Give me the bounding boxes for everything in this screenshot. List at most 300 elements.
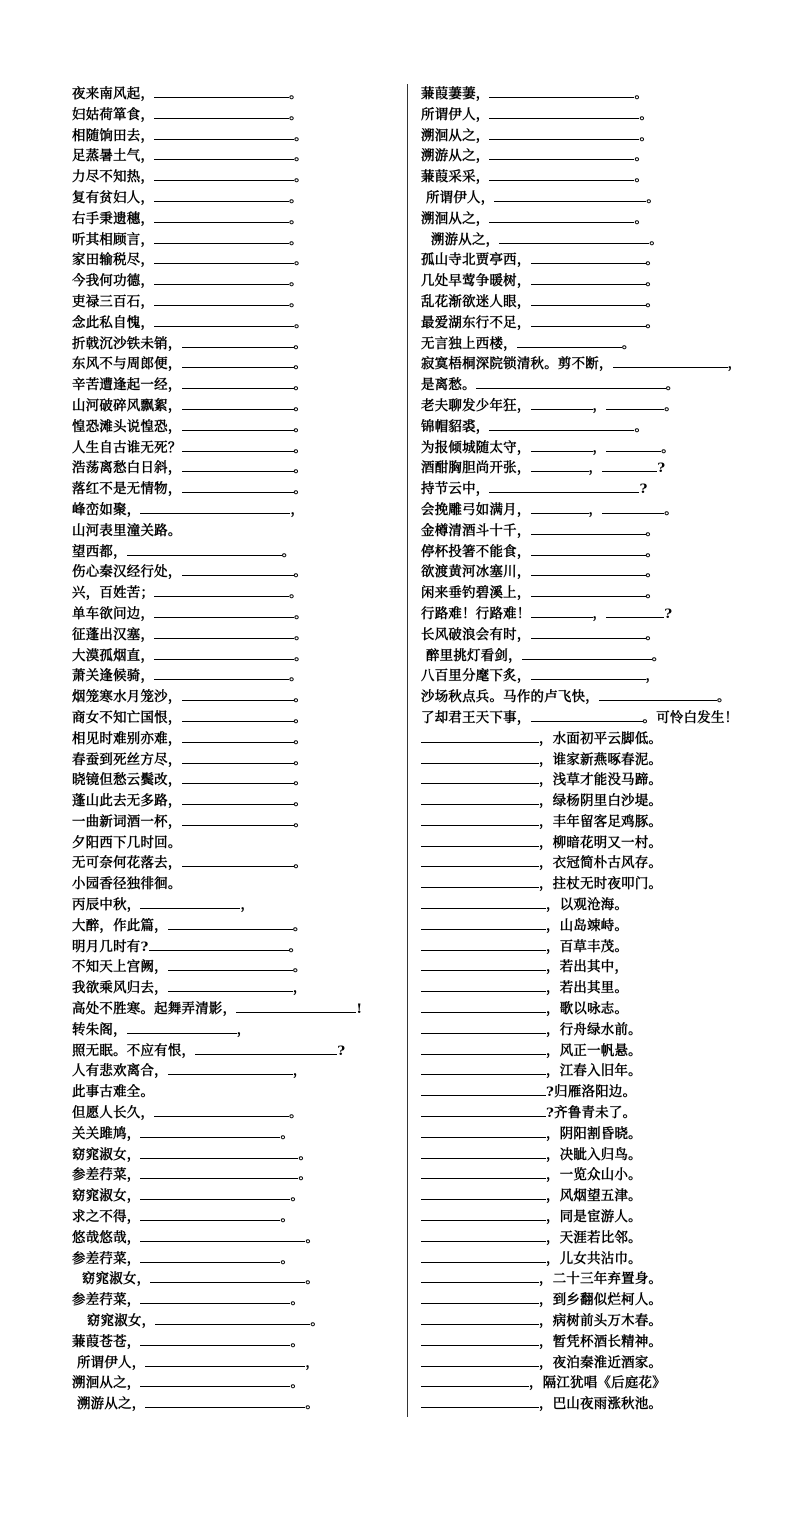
- line-end-text: 。: [292, 959, 307, 976]
- line-end-text: ，: [240, 897, 255, 914]
- fill-in-blank[interactable]: [421, 812, 539, 826]
- line-end-text: 。: [280, 1125, 295, 1142]
- fill-in-blank[interactable]: [489, 146, 634, 160]
- poem-line: [421, 583, 781, 604]
- fill-in-blank[interactable]: [489, 417, 634, 431]
- line-prompt-text: 烟笼寒水月笼沙，: [72, 689, 182, 706]
- poem-line: [421, 957, 781, 978]
- line-prompt-text: 参差荇菜，: [72, 1250, 141, 1267]
- poem-line: [421, 1165, 781, 1186]
- fill-in-blank[interactable]: [421, 957, 546, 971]
- fill-in-blank[interactable]: [154, 146, 294, 160]
- fill-in-blank[interactable]: [182, 334, 294, 348]
- line-prompt-text: 足蒸暑土气，: [72, 148, 155, 165]
- line-prompt-text: 窈窕淑女，: [72, 1146, 141, 1163]
- line-end-text: 。: [289, 189, 303, 206]
- poem-line: [421, 271, 781, 292]
- poem-line: [421, 1103, 781, 1124]
- fill-in-blank[interactable]: [602, 500, 664, 514]
- line-end-text: ，若出其里。: [546, 980, 629, 997]
- line-end-text: ，病树前头万木春。: [539, 1313, 663, 1330]
- fill-in-blank[interactable]: [499, 230, 649, 244]
- line-prompt-text: 所谓伊人，: [72, 1354, 146, 1371]
- fill-in-blank[interactable]: [154, 84, 289, 98]
- line-prompt-text: 所谓伊人，: [421, 106, 490, 123]
- fill-in-blank[interactable]: [182, 853, 294, 867]
- line-end-text: 。: [634, 148, 649, 165]
- line-end-text: ，水面初平云脚低。: [539, 730, 663, 747]
- poem-line: [421, 1311, 781, 1332]
- line-end-text: 。: [645, 252, 660, 269]
- line-prompt-text: 溯洄从之，: [72, 1375, 141, 1392]
- poem-line: [72, 666, 397, 687]
- line-end-text: ，绿杨阴里白沙堤。: [539, 793, 663, 810]
- line-end-text: ，江春入旧年。: [546, 1063, 642, 1080]
- poem-line: [421, 1207, 781, 1228]
- line-end-text: ，浅草才能没马蹄。: [539, 772, 663, 789]
- fill-in-blank[interactable]: [140, 1207, 280, 1221]
- poem-line: [421, 250, 781, 271]
- fill-in-blank[interactable]: [154, 292, 289, 306]
- line-end-text: ，歌以咏志。: [546, 1001, 629, 1018]
- line-prompt-text: 兴，百姓苦；: [72, 585, 155, 602]
- poem-line: [421, 853, 781, 874]
- fill-in-blank[interactable]: [140, 1290, 290, 1304]
- fill-in-blank[interactable]: [421, 1269, 539, 1283]
- line-end-text: 。: [289, 273, 303, 290]
- line-end-text: ?: [657, 460, 666, 477]
- line-end-text: 。: [293, 855, 308, 872]
- fill-in-blank[interactable]: [421, 1061, 546, 1075]
- line-prompt-text: 落红不是无情物，: [72, 481, 182, 498]
- fill-in-blank[interactable]: [421, 791, 539, 805]
- line-end-text: 。: [281, 543, 296, 560]
- fill-in-blank[interactable]: [154, 625, 294, 639]
- fill-in-blank[interactable]: [421, 999, 546, 1013]
- fill-in-blank[interactable]: [421, 1249, 546, 1263]
- fill-in-blank[interactable]: [182, 729, 294, 743]
- line-end-text: 。: [293, 751, 308, 768]
- line-prompt-text: 今我何功德，: [72, 273, 155, 290]
- fill-in-blank[interactable]: [155, 1311, 310, 1325]
- fill-in-blank[interactable]: [517, 334, 622, 348]
- fill-in-blank[interactable]: [421, 1103, 546, 1117]
- line-end-text: 。: [305, 1271, 320, 1288]
- line-end-text: 。: [289, 106, 303, 123]
- fill-in-blank[interactable]: [421, 1290, 539, 1304]
- fill-in-blank[interactable]: [154, 271, 289, 285]
- fill-in-blank[interactable]: [182, 791, 294, 805]
- line-end-text: 。: [716, 689, 731, 706]
- fill-in-blank[interactable]: [154, 1103, 289, 1117]
- poem-line: [72, 438, 397, 459]
- line-end-text: 。: [293, 689, 308, 706]
- fill-in-blank[interactable]: [182, 354, 294, 368]
- fill-in-blank[interactable]: [531, 396, 593, 410]
- poem-line: [72, 1228, 397, 1249]
- fill-in-blank[interactable]: [182, 750, 294, 764]
- line-prompt-text: 折戟沉沙铁未销，: [72, 335, 182, 352]
- poem-line: [72, 396, 397, 417]
- fill-in-blank[interactable]: [149, 937, 289, 951]
- line-end-text: ，: [592, 397, 607, 414]
- fill-in-blank[interactable]: [182, 396, 294, 410]
- line-prompt-text: 所谓伊人，: [421, 189, 495, 206]
- line-end-text: 。: [621, 335, 636, 352]
- poem-line: [72, 1145, 397, 1166]
- poem-line: [421, 1145, 781, 1166]
- poem-line: [421, 937, 781, 958]
- fill-in-blank[interactable]: [154, 230, 289, 244]
- line-end-text: 。: [646, 189, 661, 206]
- fill-in-blank[interactable]: [154, 188, 289, 202]
- line-end-text: ，二十三年弃置身。: [539, 1271, 663, 1288]
- poem-line: [421, 1186, 781, 1207]
- fill-in-blank[interactable]: [182, 479, 294, 493]
- poem-line: [421, 666, 781, 687]
- fill-in-blank[interactable]: [421, 1311, 539, 1325]
- line-end-text: ，同是宦游人。: [546, 1209, 642, 1226]
- fill-in-blank[interactable]: [140, 1165, 298, 1179]
- fill-in-blank[interactable]: [531, 458, 589, 472]
- poem-line: [421, 895, 781, 916]
- poem-line: [421, 500, 781, 521]
- line-end-text: 。: [293, 709, 308, 726]
- poem-line: [72, 500, 397, 521]
- fill-in-blank[interactable]: [421, 1353, 539, 1367]
- fill-in-blank[interactable]: [168, 978, 293, 992]
- fill-in-blank[interactable]: [182, 708, 294, 722]
- fill-in-blank[interactable]: [154, 646, 294, 660]
- poem-line: [72, 188, 397, 209]
- line-end-text: ，隔江犹唱《后庭花》: [529, 1375, 666, 1392]
- fill-in-blank[interactable]: [182, 417, 294, 431]
- line-end-text: 。: [651, 647, 666, 664]
- poem-line: [72, 687, 397, 708]
- fill-in-blank[interactable]: [531, 271, 646, 285]
- line-prompt-text: 悠哉悠哉，: [72, 1229, 141, 1246]
- line-prompt-text: 蒹葭苍苍，: [72, 1333, 141, 1350]
- line-prompt-text: 乱花渐欲迷人眼，: [421, 293, 531, 310]
- line-end-text: 。: [298, 1167, 313, 1184]
- line-end-text: ，: [592, 605, 607, 622]
- right-column: [421, 84, 781, 1415]
- line-prompt-text: 人生自古谁无死？: [72, 439, 182, 456]
- line-prompt-text: 长风破浪会有时，: [421, 626, 531, 643]
- fill-in-blank[interactable]: [421, 1020, 546, 1034]
- line-prompt-text: 明月几时有?: [72, 938, 149, 955]
- fill-in-blank[interactable]: [154, 313, 294, 327]
- fill-in-blank[interactable]: [140, 1332, 290, 1346]
- line-end-text: 。: [294, 626, 308, 643]
- line-end-text: ，谁家新燕啄春泥。: [539, 751, 663, 768]
- line-end-text: 。: [294, 314, 308, 331]
- fill-in-blank[interactable]: [127, 1020, 237, 1034]
- poem-line: [421, 978, 781, 999]
- poem-line: [421, 188, 781, 209]
- line-end-text: 。: [305, 1229, 320, 1246]
- poem-line: [72, 271, 397, 292]
- fill-in-blank[interactable]: [182, 812, 294, 826]
- fill-in-blank[interactable]: [531, 500, 589, 514]
- fill-in-blank[interactable]: [140, 1186, 290, 1200]
- line-end-text: 。: [298, 1146, 313, 1163]
- fill-in-blank[interactable]: [140, 500, 290, 514]
- fill-in-blank[interactable]: [421, 1082, 546, 1096]
- poem-line: [72, 812, 397, 833]
- fill-in-blank[interactable]: [531, 604, 593, 618]
- line-prompt-text: 孤山寺北贾亭西，: [421, 252, 531, 269]
- line-prompt-text: 征蓬出汉塞，: [72, 626, 155, 643]
- fill-in-blank[interactable]: [606, 604, 664, 618]
- poem-line: [72, 1103, 397, 1124]
- fill-in-blank[interactable]: [531, 313, 646, 327]
- line-end-text: 。: [645, 564, 660, 581]
- line-end-text: 。: [645, 543, 660, 560]
- fill-in-blank[interactable]: [236, 999, 356, 1013]
- line-end-text: ?齐鲁青未了。: [546, 1105, 637, 1122]
- line-prompt-text: 溯游从之，: [72, 1396, 146, 1413]
- poem-line: [72, 1020, 397, 1041]
- fill-in-blank[interactable]: [421, 1207, 546, 1221]
- poem-line: [72, 313, 397, 334]
- fill-in-blank[interactable]: [531, 666, 646, 680]
- fill-in-blank[interactable]: [145, 1394, 305, 1408]
- fill-in-blank[interactable]: [182, 687, 294, 701]
- poem-line: [421, 375, 781, 396]
- line-end-text: ，决眦入归鸟。: [546, 1146, 642, 1163]
- fill-in-blank[interactable]: [531, 250, 646, 264]
- line-prompt-text: 溯游从之，: [421, 148, 490, 165]
- poem-line: [72, 1311, 397, 1332]
- fill-in-blank[interactable]: [421, 833, 539, 847]
- fill-in-blank[interactable]: [599, 687, 717, 701]
- fill-in-blank[interactable]: [182, 375, 294, 389]
- fill-in-blank[interactable]: [421, 916, 546, 930]
- line-end-text: 。: [290, 1292, 305, 1309]
- poem-line: [421, 313, 781, 334]
- line-end-text: ，丰年留客足鸡豚。: [539, 813, 663, 830]
- line-prompt-text: 念此私自愧，: [72, 314, 155, 331]
- fill-in-blank[interactable]: [489, 84, 634, 98]
- fill-in-blank[interactable]: [531, 583, 646, 597]
- poem-line: [421, 334, 781, 355]
- fill-in-blank[interactable]: [531, 438, 593, 452]
- fill-in-blank[interactable]: [489, 209, 634, 223]
- fill-in-blank[interactable]: [531, 542, 646, 556]
- line-end-text: 。: [634, 418, 649, 435]
- fill-in-blank[interactable]: [489, 126, 639, 140]
- poem-line: [421, 209, 781, 230]
- fill-in-blank[interactable]: [140, 1228, 305, 1242]
- fill-in-blank[interactable]: [421, 1165, 546, 1179]
- fill-in-blank[interactable]: [140, 1145, 298, 1159]
- fill-in-blank[interactable]: [421, 770, 539, 784]
- fill-in-blank[interactable]: [421, 853, 539, 867]
- fill-in-blank[interactable]: [494, 188, 646, 202]
- line-prompt-text: 参差荇菜，: [72, 1167, 141, 1184]
- poem-line: [421, 417, 781, 438]
- fill-in-blank[interactable]: [421, 1228, 546, 1242]
- poem-line: [421, 1228, 781, 1249]
- fill-in-blank[interactable]: [154, 105, 289, 119]
- fill-in-blank[interactable]: [421, 895, 546, 909]
- line-end-text: ，风烟望五津。: [546, 1188, 642, 1205]
- fill-in-blank[interactable]: [489, 479, 639, 493]
- fill-in-blank[interactable]: [613, 354, 728, 368]
- line-end-text: 。: [293, 397, 308, 414]
- line-end-text: ，: [236, 1021, 251, 1038]
- fill-in-blank[interactable]: [140, 895, 240, 909]
- line-end-text: 。: [290, 1375, 305, 1392]
- fill-in-blank[interactable]: [531, 292, 646, 306]
- line-end-text: 。: [280, 1209, 295, 1226]
- line-end-text: !: [356, 1001, 363, 1018]
- fill-in-blank[interactable]: [168, 1061, 293, 1075]
- fill-in-blank[interactable]: [421, 978, 546, 992]
- line-prompt-text: 夕阳西下几时回。: [72, 834, 182, 851]
- line-end-text: ，百草丰茂。: [546, 938, 629, 955]
- fill-in-blank[interactable]: [421, 1332, 539, 1346]
- fill-in-blank[interactable]: [421, 1145, 546, 1159]
- fill-in-blank[interactable]: [168, 957, 293, 971]
- fill-in-blank[interactable]: [140, 1373, 290, 1387]
- column-divider: [407, 84, 408, 1417]
- fill-in-blank[interactable]: [421, 1373, 529, 1387]
- line-prompt-text: 春蚕到死丝方尽，: [72, 751, 182, 768]
- fill-in-blank[interactable]: [182, 458, 294, 472]
- poem-line: [72, 895, 397, 916]
- fill-in-blank[interactable]: [489, 167, 634, 181]
- line-end-text: ?归雁洛阳边。: [546, 1084, 637, 1101]
- fill-in-blank[interactable]: [531, 562, 646, 576]
- fill-in-blank[interactable]: [154, 126, 294, 140]
- fill-in-blank[interactable]: [421, 1394, 539, 1408]
- line-end-text: 。: [294, 127, 308, 144]
- poem-line: [72, 1207, 397, 1228]
- line-prompt-text: 酒酣胸胆尚开张，: [421, 460, 531, 477]
- fill-in-blank[interactable]: [421, 1186, 546, 1200]
- fill-in-blank[interactable]: [602, 458, 657, 472]
- line-end-text: ，一览众山小。: [546, 1167, 642, 1184]
- poem-line: [72, 126, 397, 147]
- line-prompt-text: 沙场秋点兵。马作的卢飞快，: [421, 689, 599, 706]
- poem-line: [421, 625, 781, 646]
- line-end-text: ?: [337, 1042, 346, 1059]
- line-prompt-text: 萧关逢候骑，: [72, 668, 155, 685]
- fill-in-blank[interactable]: [531, 625, 646, 639]
- fill-in-blank[interactable]: [489, 105, 639, 119]
- fill-in-blank[interactable]: [606, 396, 664, 410]
- poem-line: [421, 167, 781, 188]
- poem-line: [421, 354, 781, 375]
- fill-in-blank[interactable]: [606, 438, 661, 452]
- fill-in-blank[interactable]: [154, 604, 294, 618]
- line-prompt-text: 商女不知亡国恨，: [72, 709, 182, 726]
- poem-line: [421, 833, 781, 854]
- line-end-text: ?: [639, 481, 648, 498]
- line-end-text: 。: [645, 273, 660, 290]
- fill-in-blank[interactable]: [182, 562, 294, 576]
- line-prompt-text: 溯洄从之，: [421, 210, 490, 227]
- fill-in-blank[interactable]: [182, 438, 294, 452]
- fill-in-blank[interactable]: [145, 1353, 305, 1367]
- line-end-text: ，以观沧海。: [546, 897, 629, 914]
- fill-in-blank[interactable]: [154, 250, 294, 264]
- line-prompt-text: 家田输税尽，: [72, 252, 155, 269]
- poem-line: [72, 1373, 397, 1394]
- line-prompt-text: 夜来南风起，: [72, 86, 155, 102]
- fill-in-blank[interactable]: [195, 1041, 337, 1055]
- poem-line: [72, 1394, 397, 1415]
- poem-line: [72, 1124, 397, 1145]
- line-end-text: 。: [634, 86, 649, 102]
- fill-in-blank[interactable]: [182, 770, 294, 784]
- fill-in-blank[interactable]: [127, 542, 282, 556]
- line-prompt-text: 力尽不知热，: [72, 169, 155, 186]
- line-prompt-text: 东风不与周郎便，: [72, 356, 182, 373]
- poem-line: [421, 542, 781, 563]
- fill-in-blank[interactable]: [421, 1124, 546, 1138]
- poem-line: [421, 604, 781, 625]
- fill-in-blank[interactable]: [154, 666, 289, 680]
- fill-in-blank[interactable]: [421, 1041, 546, 1055]
- line-prompt-text: 峰峦如聚，: [72, 501, 141, 518]
- fill-in-blank[interactable]: [531, 521, 646, 535]
- line-prompt-text: 锦帽貂裘，: [421, 418, 490, 435]
- fill-in-blank[interactable]: [154, 209, 289, 223]
- line-end-text: ，: [588, 460, 603, 477]
- line-end-text: 。: [289, 86, 303, 102]
- line-end-text: 。: [293, 356, 308, 373]
- fill-in-blank[interactable]: [140, 1249, 280, 1263]
- line-end-text: 。: [290, 1188, 305, 1205]
- fill-in-blank[interactable]: [476, 375, 666, 389]
- poem-line: [421, 1394, 781, 1415]
- line-end-text: 。: [293, 377, 308, 394]
- fill-in-blank[interactable]: [522, 646, 652, 660]
- poem-line: [72, 458, 397, 479]
- line-end-text: 。: [294, 148, 308, 165]
- poem-line: [421, 1269, 781, 1290]
- line-prompt-text: 辛苦遭逢起一经，: [72, 377, 182, 394]
- fill-in-blank[interactable]: [168, 916, 293, 930]
- fill-in-blank[interactable]: [421, 750, 539, 764]
- fill-in-blank[interactable]: [421, 937, 546, 951]
- fill-in-blank[interactable]: [140, 1124, 280, 1138]
- poem-line: [72, 729, 397, 750]
- line-end-text: 。: [293, 772, 308, 789]
- line-end-text: 。: [289, 1105, 303, 1122]
- line-end-text: 。: [293, 460, 308, 477]
- line-end-text: ，天涯若比邻。: [546, 1229, 642, 1246]
- fill-in-blank[interactable]: [154, 583, 289, 597]
- fill-in-blank[interactable]: [421, 729, 539, 743]
- fill-in-blank[interactable]: [531, 708, 643, 722]
- poem-line: [421, 1353, 781, 1374]
- line-prompt-text: 相随饷田去，: [72, 127, 155, 144]
- poem-line: [421, 916, 781, 937]
- line-end-text: ，夜泊秦淮近酒家。: [539, 1354, 663, 1371]
- line-prompt-text: 关关雎鸠，: [72, 1125, 141, 1142]
- poem-line: [72, 250, 397, 271]
- fill-in-blank[interactable]: [154, 167, 294, 181]
- fill-in-blank[interactable]: [150, 1269, 305, 1283]
- line-prompt-text: 无言独上西楼，: [421, 335, 517, 352]
- line-prompt-text: 转朱阁，: [72, 1021, 127, 1038]
- line-prompt-text: 高处不胜寒。起舞弄清影，: [72, 1001, 237, 1018]
- fill-in-blank[interactable]: [421, 874, 539, 888]
